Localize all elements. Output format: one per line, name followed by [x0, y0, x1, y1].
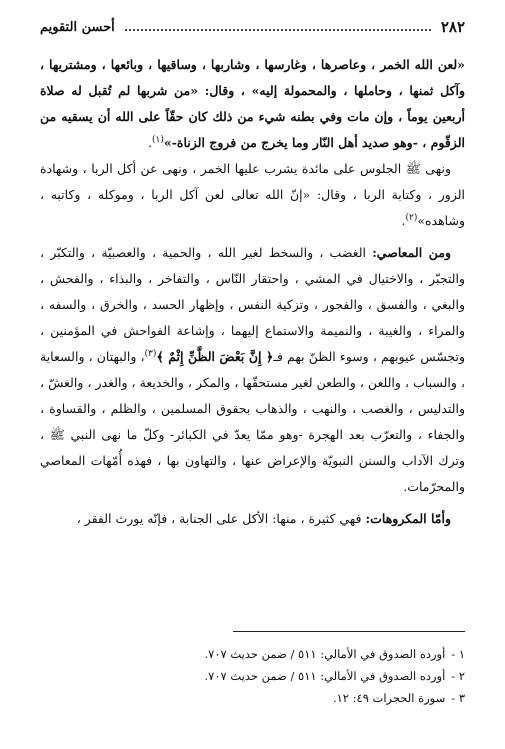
paragraph-sins	[40, 240, 465, 500]
hadith-text: «لعن الله الخمر ، وعاصرها ، وغارسها ، وشاربها ، وساقيها ، وبائعها ، ومشتريها ، وآكل ثمنها ، وحاملها ، والمحمولة إليه» ، وقال: «من شربها لم تُقبل له صلاة أربعين يوماً ، وإن مات وفي بطنه شيء من ذلك كان حقّاً على الله أن يسقيه من الزقّوم ، -وهو صديد أهل النّار وما يخرج من فروج الزناة-»	[40, 57, 465, 150]
footnotes	[40, 643, 465, 709]
prohibitions-text: ونهى ﷺ الجلوس على مائدة يشرب عليها الخمر ، ونهى عن أكل الربا ، وشهادة الزور ، وكتابة الربا ، وقال: «إنّ الله تعالى لعن آكل الربا ، وموكله ، وكاتبه ، وشاهده»	[40, 161, 465, 228]
sins-text-b: ، والبهتان ، والسعاية ، والسباب ، واللعن ، والطعن لغير مستحقّها ، والمكر ، والخديعة ، والغدر ، والغشّ ، والتدليس ، والغصب ، والنهب ، والذهاب بحقوق المسلمين ، والظلم ، والقساوة ، والجفاء ، والتعرّب بعد الهجرة -وهو ممّا يعدّ في الكبائر- وكلّ ما نهى النبي ﷺ ، وترك الآداب والسنن النبويّة والإعراض عنها ، والتهاون بها ، فهذه أُمّهات المعاصي والمحرّمات.	[40, 349, 465, 494]
footnote-item	[40, 643, 465, 665]
footnote-item	[40, 665, 465, 687]
paragraph-prohibitions: ونهى ﷺ الجلوس على مائدة يشرب عليها الخمر ، ونهى عن أكل الربا ، وشهادة الزور ، وكتابة الربا ، وقال: «إنّ الله تعالى لعن آكل الربا ، وموكله ، وكاتبه ، وشاهده»$^{(٢)}$.	[40, 161, 465, 228]
page-header	[40, 16, 465, 38]
footnote-number: ٢ -	[451, 669, 465, 683]
footnote-separator	[233, 631, 465, 632]
sins-text-a: الغضب ، والسخط لغير الله ، والحمية ، والعصبيّة ، والتكبّر ، والتجبّر ، والاختيال في المشي ، واحتقار النّاس ، والتفاخر ، والبذاء ، والفحش ، والبغي ، والفسق ، والفجور ، وتزكية النفس ، وإظهار الحسد ، والخرق ، والسفه ، والمراء ، والغيبة ، والنميمة والاستماع إليهما ، وإشاعة الفواحش في المؤمنين ، وتجسّس عيوبهم ، وسوء الظنّ بهم فـ	[40, 245, 466, 364]
footnote-ref-2: (٢)	[405, 212, 418, 223]
running-title: أحسن التقويم	[40, 19, 115, 35]
footnote-text: أورده الصدوق في الأمالي: ٥١١ / ضمن حديث ٧٠٧.	[204, 647, 446, 661]
sins-heading: ومن المعاصي:	[372, 245, 452, 260]
footnote-ref-1: (١)	[152, 134, 164, 145]
header-dotted-leader	[125, 29, 431, 31]
footnote-ref-3: (٣)	[144, 348, 157, 359]
quran-quote: ﴿ إِنَّ بَعْضَ الظَّنِّ إِثْمٌ ﴾	[156, 349, 274, 364]
footnote-number: ١ -	[451, 647, 465, 661]
footnote-text: سورة الحجرات ٤٩: ١٢.	[332, 691, 446, 705]
page-number: ٢٨٢	[440, 18, 465, 36]
footnote-number: ٣ -	[451, 691, 465, 705]
footnote-text: أورده الصدوق في الأمالي: ٥١١ / ضمن حديث ٧٠٧.	[204, 669, 446, 683]
main-text	[40, 52, 465, 532]
paragraph-hadith-wine: «لعن الله الخمر ، وعاصرها ، وغارسها ، وشاربها ، وساقيها ، وبائعها ، ومشتريها ، وآكل ثمنها ، وحاملها ، والمحمولة إليه» ، وقال: «من شربها لم تُقبل له صلاة أربعين يوماً ، وإن مات وفي بطنه شيء من ذلك كان حقّاً على الله أن يسقيه من الزقّوم ، -وهو صديد أهل النّار وما يخرج من فروج الزناة-»$^{(١)}$.	[40, 57, 465, 150]
disliked-text: فهي كثيرة ، منها: الأكل على الجنابة ، فإنّه يورث الفقر ،	[76, 511, 366, 526]
disliked-heading: وأمّا المكروهات:	[365, 511, 451, 526]
footnote-item	[40, 687, 465, 709]
paragraph-disliked	[40, 506, 465, 532]
